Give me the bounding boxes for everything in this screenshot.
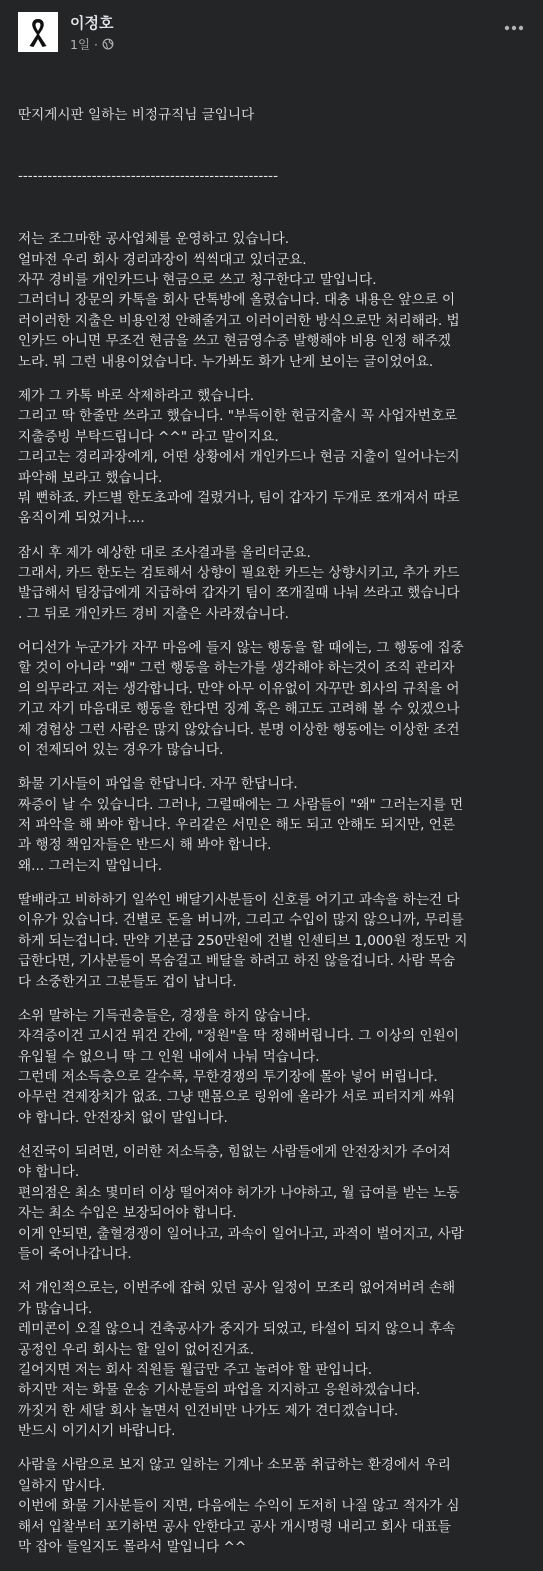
post-paragraph: [18, 1455, 533, 1557]
paragraph-line: 까짓거 한 세달 회사 놀면서 인건비만 나가도 제가 견디겠습니다.: [18, 1402, 399, 1419]
post-timestamp[interactable]: 1일: [70, 37, 91, 52]
paragraph-line: 기고 자기 마음대로 행동을 한다면 징계 혹은 해고도 고려해 볼 수 있겠으나: [18, 701, 460, 718]
paragraph-line: 그러더니 장문의 카톡을 회사 단톡방에 올렸습니다. 대충 내용은 앞으로 이: [18, 292, 456, 309]
paragraph-line: 편의점은 최소 몇미터 이상 떨어져야 허가가 나야하고, 월 급여를 받는 노동: [18, 1184, 460, 1201]
paragraph-line: 하지만 저는 화물 운송 기사분들의 파업을 지지하고 응원하겠습니다.: [18, 1382, 421, 1399]
paragraph-line: 해서 입찰부터 포기하면 공사 안한다고 공사 개시명령 내리고 회사 대표들: [18, 1518, 451, 1535]
post-paragraph: [18, 543, 533, 625]
post-heading: [18, 64, 533, 227]
paragraph-line: 야 합니다. 안전장치 없이 말입니다.: [18, 1109, 228, 1126]
paragraph-line: 아무런 견제장치가 없죠. 그냥 맨몸으로 링위에 올라가 서로 피터지게 싸워: [18, 1089, 456, 1106]
post-paragraph: [18, 1278, 533, 1441]
paragraph-line: 그런데 저소득층으로 갈수록, 무한경쟁의 투기장에 몰아 넣어 버립니다.: [18, 1069, 438, 1086]
paragraph-line: 그리고는 경리과장에게, 어떤 상황에서 개인카드나 현금 지출이 일어나는지: [18, 449, 460, 466]
post-paragraph: [18, 229, 533, 372]
paragraph-line: 자격증이건 고시건 뭐건 간에, "정원"을 딱 정해버립니다. 그 이상의 인원이: [18, 1028, 459, 1045]
paragraph-line: 자는 최소 수입은 보장되어야 합니다.: [18, 1205, 237, 1222]
paragraph-line: 왜... 그러는지 말입니다.: [18, 857, 163, 874]
paragraph-line: 파악해 보라고 했습니다.: [18, 469, 163, 486]
paragraph-line: 지출증빙 부탁드립니다 ^^" 라고 말이지요.: [18, 428, 279, 445]
more-options-icon: [504, 25, 524, 31]
paragraph-line: . 그 뒤로 개인카드 경비 지출은 사라졌습니다.: [18, 605, 289, 622]
paragraph-line: 제가 그 카톡 바로 삭제하라고 했습니다.: [18, 387, 255, 404]
paragraph-line: 노라. 뭐 그런 내용이었습니다. 누가봐도 화가 난게 보이는 글이었어요.: [18, 353, 434, 370]
meta-separator: ·: [94, 36, 99, 52]
post-paragraphs: [18, 229, 533, 1557]
paragraph-line: 뭐 뻔하죠. 카드별 한도초과에 걸렸거나, 팀이 갑자기 두개로 쪼개져서 따로: [18, 489, 460, 506]
paragraph-line: 하게 되는겁니다. 만약 기본급 250만원에 건별 인센티브 1,000원 정도만 지: [18, 932, 468, 949]
paragraph-line: 일하지 맙시다.: [18, 1477, 106, 1494]
paragraph-line: 다 소중한거고 그분들도 겁이 납니다.: [18, 973, 237, 990]
paragraph-line: 공정인 우리 회사는 할 일이 없어진거죠.: [18, 1341, 255, 1358]
paragraph-line: 레미콘이 오질 않으니 건축공사가 중지가 되었고, 타설이 되지 않으니 후속: [18, 1321, 456, 1338]
post-paragraph: [18, 1006, 533, 1128]
paragraph-line: 딸배라고 비하하기 일쑤인 배달기사분들이 신호를 어기고 과속을 하는건 다: [18, 892, 460, 909]
mourning-ribbon-icon: [18, 12, 58, 52]
post-body: [18, 64, 533, 1571]
paragraph-line: 움직이게 되었거나....: [18, 510, 145, 527]
paragraph-line: 막 잡아 들일지도 몰라서 말입니다 ^^: [18, 1538, 247, 1555]
paragraph-line: 발급해서 팀장급에게 지급하여 갑자기 팀이 쪼개질때 나눠 쓰라고 했습니다: [18, 585, 460, 602]
post-paragraph: [18, 386, 533, 529]
paragraph-line: 잠시 후 제가 예상한 대로 조사결과를 올리더군요.: [18, 544, 311, 561]
paragraph-line: 가 많습니다.: [18, 1300, 93, 1317]
paragraph-line: 선진국이 되려면, 이러한 저소득층, 힘없는 사람들에게 안전장치가 주어져: [18, 1144, 451, 1161]
paragraph-line: 이유가 있습니다. 건별로 돈을 버니까, 그리고 수입이 많지 않으니까, 무리를: [18, 912, 464, 929]
paragraph-line: 자꾸 경비를 개인카드나 현금으로 쓰고 청구한다고 말입니다.: [18, 272, 377, 289]
post-meta: [70, 35, 114, 53]
paragraph-line: 그리고 딱 한줄만 쓰라고 했습니다. "부득이한 현금지출시 꼭 사업자번호로: [18, 408, 458, 425]
paragraph-line: 반드시 이기시기 바랍니다.: [18, 1423, 176, 1440]
paragraph-line: 저는 조그마한 공사업체를 운영하고 있습니다.: [18, 231, 290, 248]
paragraph-line: 할 것이 아니라 "왜" 그런 행동을 하는가를 생각해야 하는것이 조직 관리자: [18, 660, 455, 677]
paragraph-line: 어디선가 누군가가 자꾸 마음에 들지 않는 행동을 할 때에는, 그 행동에 집중: [18, 639, 464, 656]
paragraph-line: 그래서, 카드 한도는 검토해서 상향이 필요한 카드는 상향시키고, 추가 카드: [18, 564, 460, 581]
paragraph-line: 들이 죽어나갑니다.: [18, 1246, 132, 1263]
post-paragraph: [18, 890, 533, 992]
paragraph-line: 저 개인적으로는, 이번주에 잡혀 있던 공사 일정이 모조리 없어져버려 손해: [18, 1280, 456, 1297]
paragraph-line: 길어지면 저는 회사 직원들 월급만 주고 놀려야 할 판입니다.: [18, 1361, 373, 1378]
paragraph-line: 이번에 화물 기사분들이 지면, 다음에는 수익이 도저히 나질 않고 적자가 심: [18, 1498, 460, 1515]
post-header: [18, 10, 528, 56]
paragraph-line: 야 합니다.: [18, 1164, 80, 1181]
globe-icon: [102, 38, 114, 50]
paragraph-line: 사람을 사람으로 보지 않고 일하는 기계나 소모품 취급하는 환경에서 우리: [18, 1457, 451, 1474]
paragraph-line: 제 경험상 그런 사람은 많지 않았습니다. 분명 이상한 행동에는 이상한 조건: [18, 721, 460, 738]
paragraph-line: 화물 기사들이 파업을 한답니다. 자꾸 한답니다.: [18, 776, 298, 793]
paragraph-line: 과 행정 책임자들은 반드시 해 봐야 합니다.: [18, 837, 272, 854]
paragraph-line: 급한다면, 기사분들이 목숨걸고 배달을 하려고 하진 않을겁니다. 사람 목숨: [18, 953, 456, 970]
paragraph-line: 얼마전 우리 회사 경리과장이 씩씩대고 있더군요.: [18, 251, 307, 268]
paragraph-line: 인카드 아니면 무조건 현금을 쓰고 현금영수증 발행해야 비용 인정 해주겠: [18, 333, 451, 350]
paragraph-line: 저 파악을 해 봐야 합니다. 우리같은 서민은 해도 되고 안해도 되지만, 언론: [18, 817, 455, 833]
paragraph-line: 짜증이 날 수 있습니다. 그러나, 그럴때에는 그 사람들이 "왜" 그러는지를 먼: [18, 796, 464, 813]
paragraph-line: 이게 안되면, 출혈경쟁이 일어나고, 과속이 일어나고, 과적이 벌어지고, 사람: [18, 1225, 464, 1242]
post-paragraph: [18, 638, 533, 760]
more-options-button[interactable]: [500, 18, 528, 38]
paragraph-line: 의 의무라고 저는 생각합니다. 만약 아무 이유없이 자꾸만 회사의 규칙을 어: [18, 680, 460, 697]
author-name[interactable]: 이정호: [70, 14, 114, 32]
post-title: 딴지게시판 일하는 비정규직님 글입니다: [18, 106, 255, 123]
post-paragraph: [18, 774, 533, 876]
paragraph-line: 러이러한 지출은 비용인정 안해줄거고 이러이러한 방식으로만 처리해라. 법: [18, 312, 460, 329]
author-avatar[interactable]: [18, 12, 58, 52]
post-paragraph: [18, 1142, 533, 1264]
paragraph-line: 이 전제되어 있는 경우가 많습니다.: [18, 741, 224, 758]
post-divider: -----------------------------------------------------: [18, 168, 278, 185]
paragraph-line: 유입될 수 없으니 딱 그 인원 내에서 나눠 먹습니다.: [18, 1048, 320, 1065]
paragraph-line: 소위 말하는 기득권층들은, 경쟁을 하지 않습니다.: [18, 1007, 311, 1024]
